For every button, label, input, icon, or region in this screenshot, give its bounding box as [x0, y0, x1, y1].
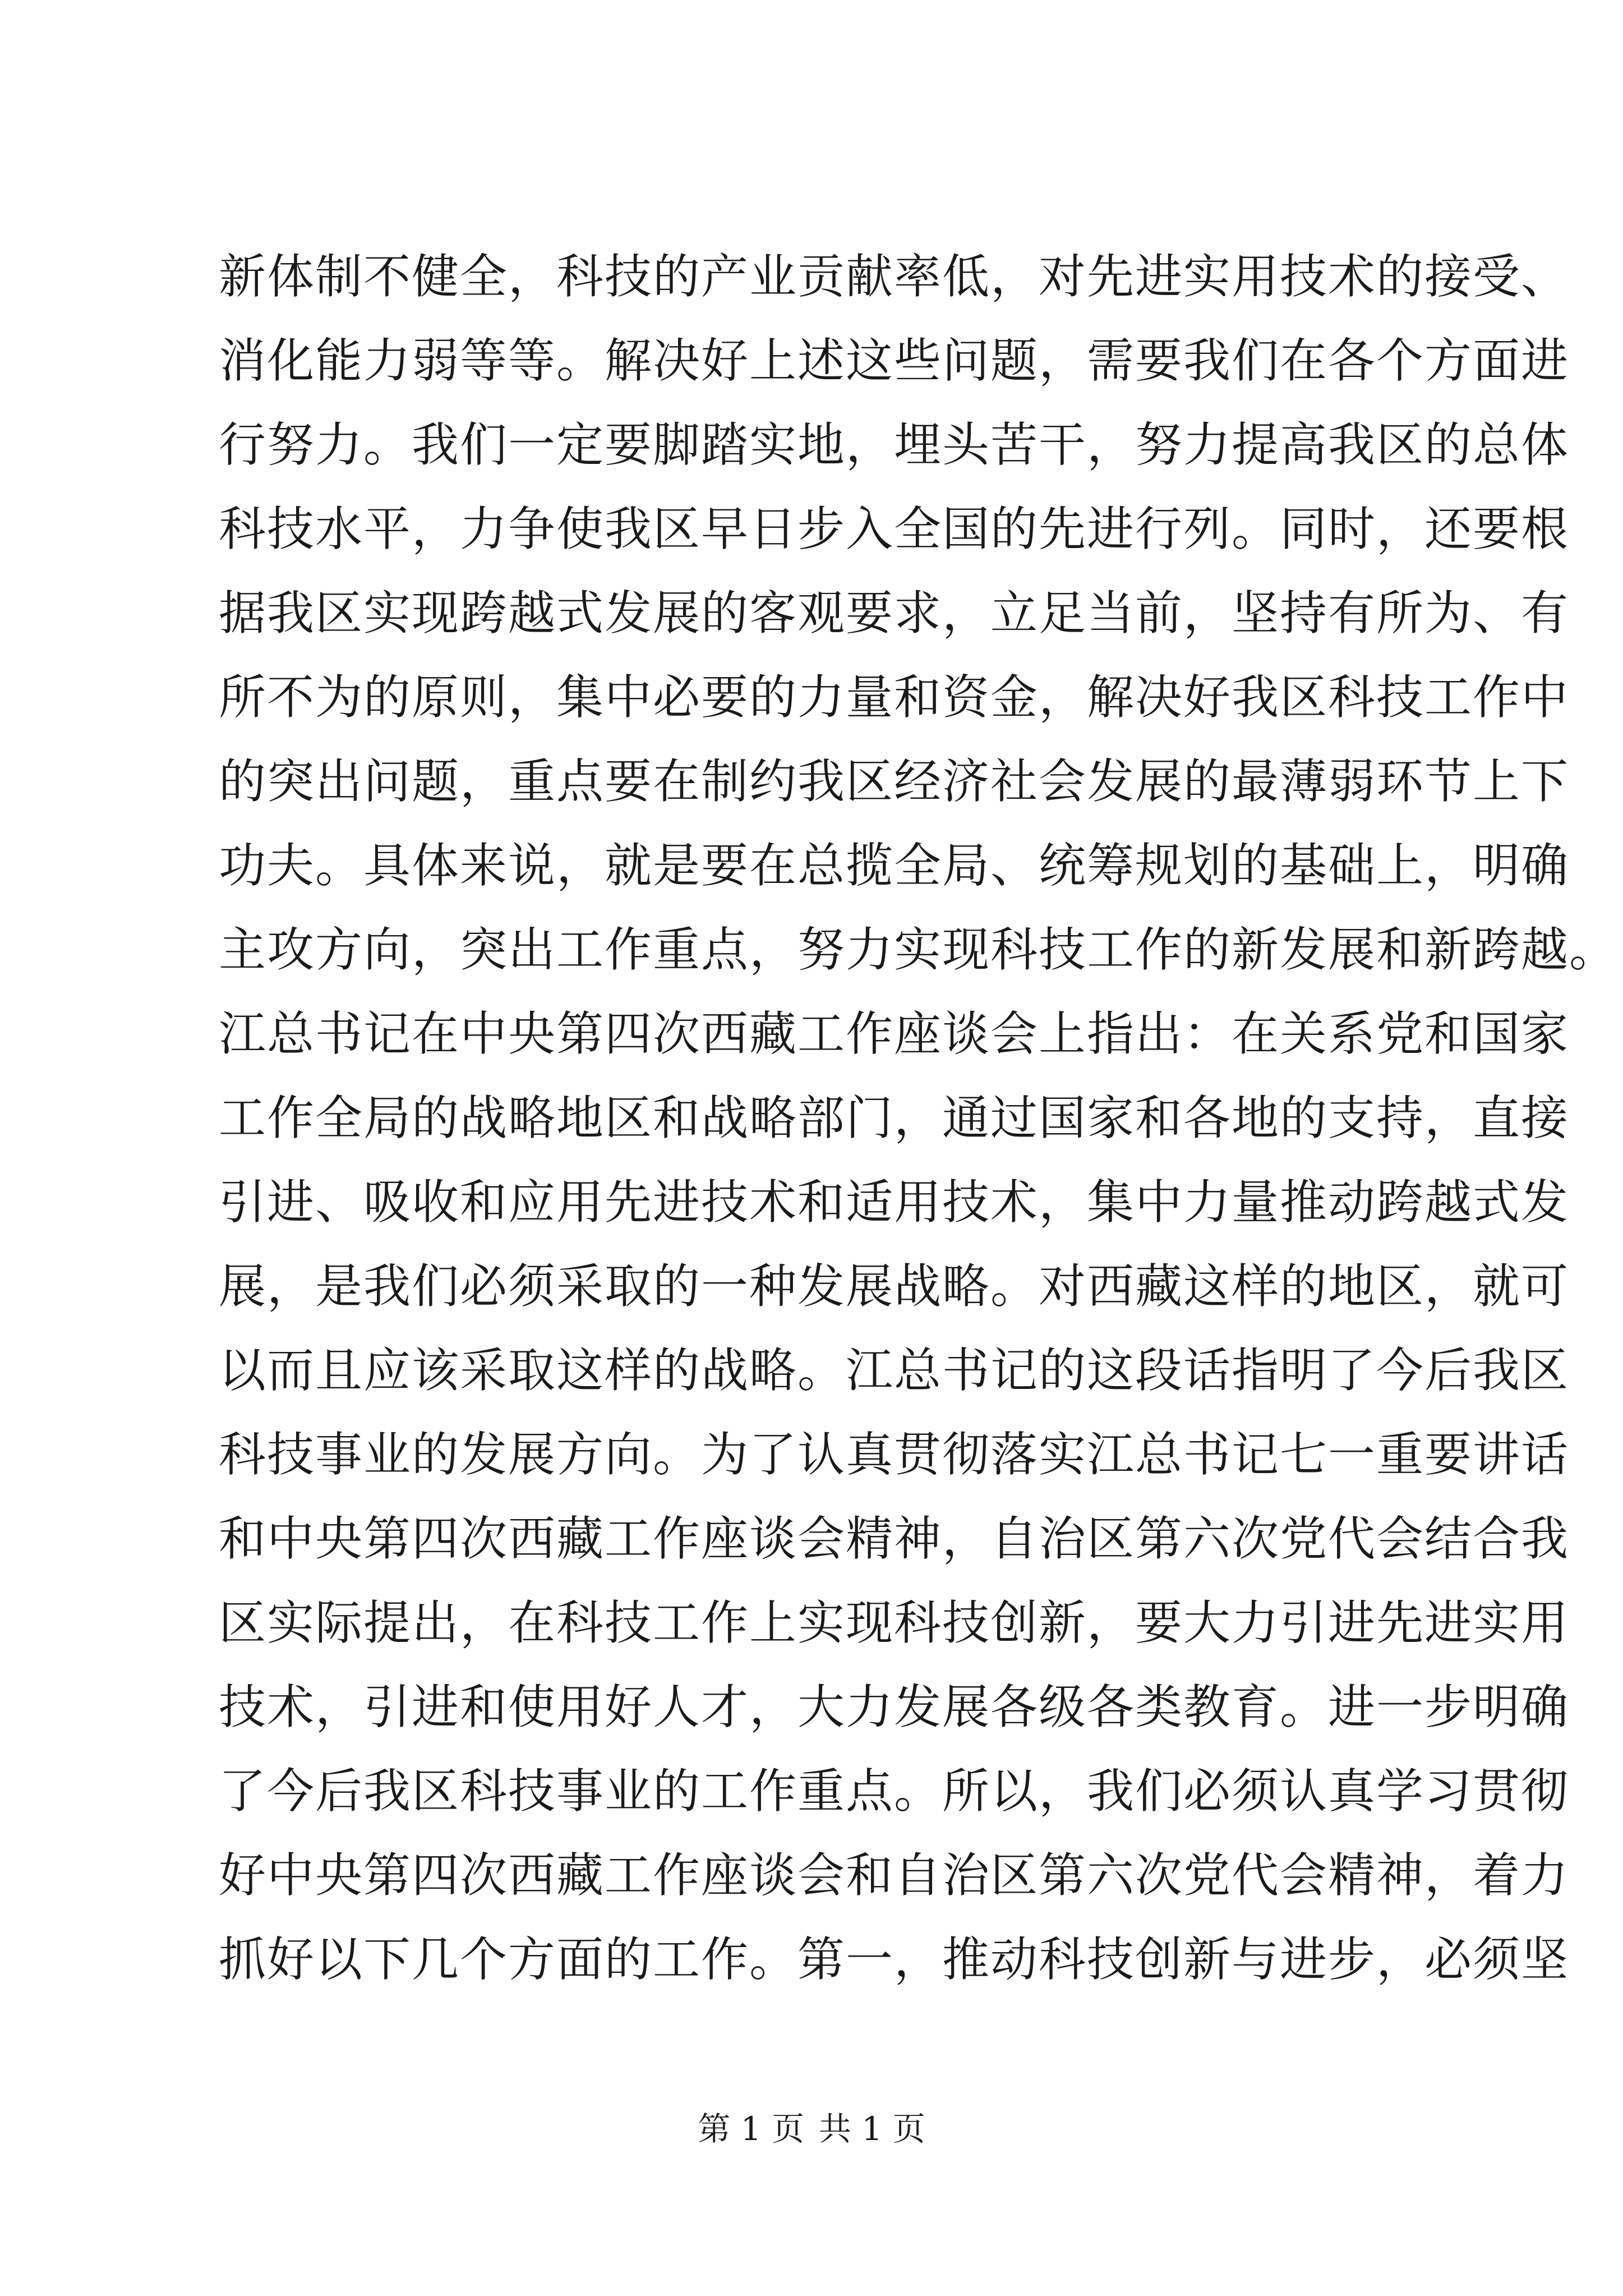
text-line: 所不为的原则，集中必要的力量和资金，解决好我区科技工作中 — [219, 670, 1570, 725]
text-line: 和中央第四次西藏工作座谈会精神，自治区第六次党代会结合我 — [219, 1511, 1570, 1566]
text-line: 科技事业的发展方向。为了认真贯彻落实江总书记七一重要讲话 — [219, 1427, 1570, 1482]
text-line: 引进、吸收和应用先进技术和适用技术，集中力量推动跨越式发 — [219, 1175, 1570, 1230]
text-line: 功夫。具体来说，就是要在总揽全局、统筹规划的基础上，明确 — [219, 838, 1570, 893]
body-text — [219, 234, 1618, 2001]
text-line: 区实际提出，在科技工作上实现科技创新，要大力引进先进实用 — [219, 1595, 1570, 1650]
page-number: 第 1 页 — [698, 2110, 804, 2148]
text-line: 技术，引进和使用好人才，大力发展各级各类教育。进一步明确 — [219, 1680, 1570, 1734]
text-line: 了今后我区科技事业的工作重点。所以，我们必须认真学习贯彻 — [219, 1764, 1570, 1819]
text-line: 展，是我们必须采取的一种发展战略。对西藏这样的地区，就可 — [219, 1259, 1570, 1314]
text-line: 的突出问题，重点要在制约我区经济社会发展的最薄弱环节上下 — [219, 754, 1570, 809]
text-line: 好中央第四次西藏工作座谈会和自治区第六次党代会精神，着力 — [219, 1848, 1570, 1903]
page-total: 共 1 页 — [819, 2110, 925, 2148]
text-line: 以而且应该采取这样的战略。江总书记的这段话指明了今后我区 — [219, 1343, 1570, 1398]
text-line: 主攻方向，突出工作重点，努力实现科技工作的新发展和新跨越。 — [219, 922, 1618, 977]
page-footer — [0, 2106, 1623, 2151]
text-line: 新体制不健全，科技的产业贡献率低，对先进实用技术的接受、 — [219, 249, 1570, 304]
text-line: 消化能力弱等等。解决好上述这些问题，需要我们在各个方面进 — [219, 333, 1570, 388]
text-line: 据我区实现跨越式发展的客观要求，立足当前，坚持有所为、有 — [219, 586, 1570, 641]
text-line: 抓好以下几个方面的工作。第一，推动科技创新与进步，必须坚 — [219, 1932, 1570, 1987]
text-line: 科技水平，力争使我区早日步入全国的先进行列。同时，还要根 — [219, 501, 1570, 556]
text-line: 行努力。我们一定要脚踏实地，埋头苦干，努力提高我区的总体 — [219, 417, 1570, 472]
text-line: 工作全局的战略地区和战略部门，通过国家和各地的支持，直接 — [219, 1091, 1570, 1145]
text-line: 江总书记在中央第四次西藏工作座谈会上指出：在关系党和国家 — [219, 1006, 1570, 1061]
